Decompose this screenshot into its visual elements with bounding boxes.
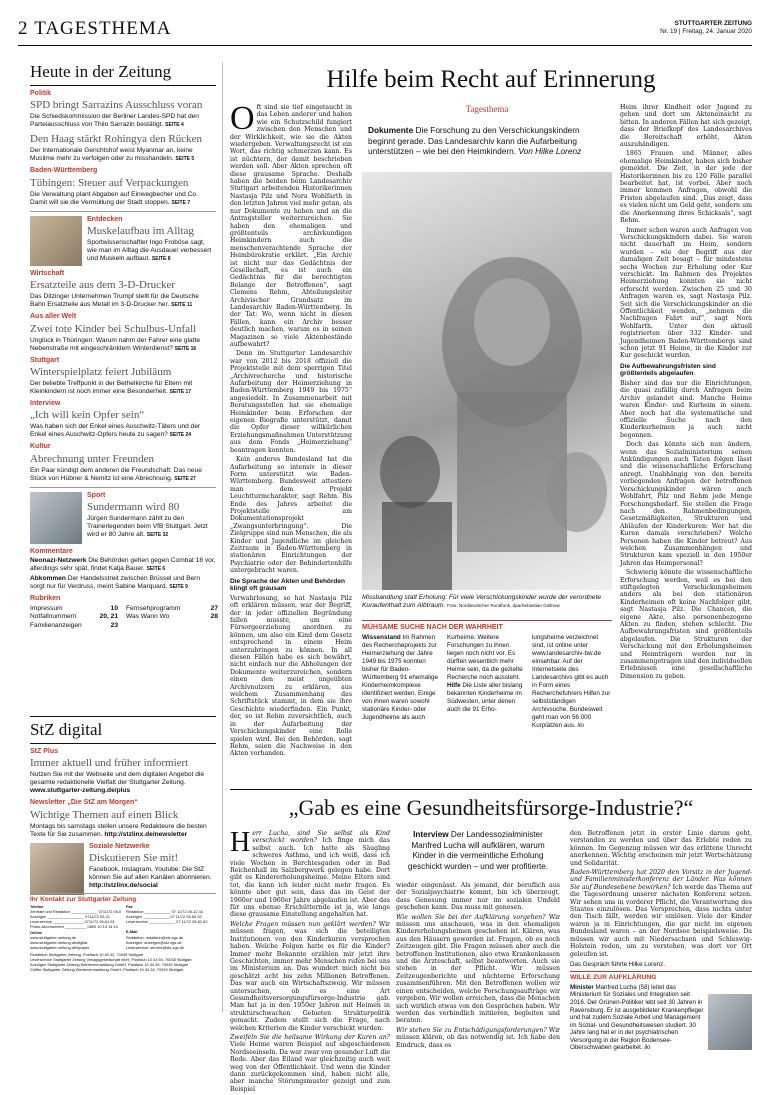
kommentar-ref: SEITE 6 [146,566,166,573]
teaser-rubric: Wirtschaft [30,269,65,277]
newsletter-text: Montags bis samstags stellen unsere Redakteure die besten Texte für Sie zusammen. [30,822,207,838]
body-text: Denn im Stuttgarter Landesarchiv war von 2012 bis 2018 offiziell die Projektstelle mit dem sperrigen Titel „Archivrecherche und historische Aufarbeitung der Heimerziehung in Baden-Württemberg 1949 bis 1975“ angesiedelt. In Zusammenarbeit mit Beratungsstellen hat sie ehemalige Heimkinder beim Erforschen der eigenen Biografie unterstützt, damit die Opfer dieser willkürlichen Erziehungsmaßnahmen Unterstützung aus dem Fonds „Heimerziehung“ beantragen konnten. [230,350,352,454]
body-text: Immer schon waren auch Anfragen von Verschickungskindern dabei. Sie waren nicht dauerhaft im Heim, sondern wurden – wie der Begriff aus der damaligen Zeit besagt – für mindestens sechs Wochen zur Erholung oder Kur verschickt. Im Rahmen des Projektes Heimerziehung konnten sie nicht erforscht werden. Zwischen 25 und 30 Anfragen waren es, sagt Nastasja Pilz. Seit sich die Verschickungskinder an die Öffentlichkeit wenden, „nehmen die Nachfragen Fahrt auf“, sagt Nora Wohlfarth. Unter den aktuell registrierten über 332 Kinder- und Jugendheimen Baden-Württembergs sind schon jetzt 91 Heime, in die Kinder zur Kur geschickt wurden. [620,226,752,360]
teaser-headline: Muskelaufbau im Alltag [87,225,194,238]
interview-col-3 [570,830,752,1052]
teaser-headline: Den Haag stärkt Rohingya den Rücken [30,133,202,146]
teaser-bw[interactable] [30,167,216,206]
rubrik-page: 10 [110,604,118,612]
main-headline: Hilfe beim Recht auf Erinnerung [326,66,656,93]
body-text: 1865 Frauen und Männer, alles ehemalige Heimkinder, haben sich bisher gemeldet. Die Zeit, in der jede der Historikerinnen bis zu 120 Fälle parallel bearbeitet hat, ist vorbei. Aber noch immer kommen Anfragen, obwohl die Fristen abgelaufen sind. „Das zeigt, dass es vielen nicht um Geld geht, sondern um die Anerkennung ihres Schicksals“, sagt Rehm. [620,150,752,225]
digital-title: StZ digital [30,716,216,744]
bio-ref: ilo [644,1044,651,1052]
body-text: ft sind sie tief eingetaucht in das Leben anderer und haben wie ein Schutzschild fungiert zwischen den Menschen und der Wirklichkeit, wie sie die Akten wiedergeben. Verwaltungsrecht ist ein Wort, das richtig schmerzen kann. Es ist nüchtern, der damit beschrieben werden soll. Aber Akten sprechen oft diese grausame Sprache. Deshalb haben die beiden beim Landesarchiv Stuttgart arbeitenden Historikerinnen Nastasja Pilz und Nora Wohlfarth in den letzten Jahren viel mehr getan, als nur Dokumente zu heben und an die Antragsteller weiterzureichen. Sie haben den ehemaligen und größtenteils archivkundigen Heimkindern auch die menschenverachtende Sprache der Heimbürokratie erklärt. „Ein Archiv ist nicht nur das Gedächtnis der Gesellschaft, es ist auch ein Gedächtnis für die berechtigten Belange der Betroffenen“, sagt Clemens Rehm, Abteilungsleiter Archivischer Grundsatz im Landesarchiv Baden-Württemberg. In der Tat: Wo, wenn nicht in diesen Fällen, kann ein Archiv besser deutlich machen, warum es in seinen Magazinen so viele Aktenbestände aufbewahrt? [230,104,352,348]
teaser-rubric: Interview [30,400,61,408]
fax-line: Anzeigen ____________ 07 11/72 05-65 32 [126,914,202,920]
tel-line: Zentrale und Redaktion ____________ 0711/72 05-0 [30,909,122,915]
rubriken-rubric: Rubriken [30,595,61,603]
contact-footer-line: Redaktion Stuttgarter Zeitung, Postfach 10 60 32, 70049 Stuttgart [30,951,144,957]
subheading: Die Aufbewahrungsfristen sind größtenteils abgelaufen [620,362,716,378]
teaser-entdecken[interactable] [30,216,216,266]
rubrik-label: Impressum [30,604,63,612]
teaser-ref: SEITE 17 [169,389,192,396]
rubrik-page: 23 [110,621,118,629]
question: Zweifeln Sie die heilsame Wirkung der Kuren an? [230,1033,390,1041]
answer: wieder eingenässt. Als jemand, der beruflich aus der Sozialpsychiatrie kommt, bin ich überzeugt, dass Genesung immer nur im sozialen Umfeld geschehen kann. Das muss mit genesen. [396,882,560,912]
teaser-sport[interactable] [30,492,216,544]
teaser-ref: SEITE 16 [174,345,197,352]
main-photo [362,172,612,590]
page-header [18,14,752,50]
teaser-kultur[interactable] [30,443,216,482]
tel-line: Leserservice ______________ 0711/72 05-61 61 [30,919,115,925]
answer: Wir müssen fragen, was sich die beteiligten Institutionen von den Kinderkuren versprochen haben. Welche Folgen hatte es für die Kinder? Immer mehr Bekannte erzählen mir jetzt ihre Geschichten, immer mehr Menschen rufen bei uns im Ministerium an. Das wundert mich nicht bei geschätzt acht bis zehn Millionen Betroffenen. Das war auch ein Wirtschaftszweig. Wir müssen untersuchen, ob es eine Art Gesundheitsversorgungsfürsorge-Industrie gab. Man hat ja in den 1950er Jahren mit Heimen in strukturschwachen Gebieten Strukturpolitik gemacht. Zudem stellt sich die Frage, nach welchen Kriterien die Kinder verschickt wurden. [230,920,390,1032]
interview-rule [230,789,752,790]
body-text: Schwierig könnte die wissenschaftliche Erforschung werden, weil es bei den stiftgelegten Verschickungsheimen anders als bei den stationären Kinderheimen oft keine Nachfolger gibt, sagt Nastasja Pilz. Die Chancen, die eigene Akte, also personenbezogene Akten zu finden, stehen schlecht. Die Aufbewahrungsfristen sind größtenteils abgelaufen. Die Strukturen der Verschickung mit den Erholungsheimen und Heimträgern werden nur in zusammengetragen und den individuellen Erlebnissen eine gesellschaftliche Dimension zu geben. [620,569,752,680]
teaser-headline: Ersatzteile aus dem 3-D-Drucker [30,279,176,292]
teaser-headline: Tübingen: Steuer auf Verpackungen [30,176,189,189]
teaser-rubric: Entdecken [87,215,123,223]
sport-photo [30,492,82,544]
fact-label: Hilfe [447,682,461,690]
teaser-headline: „Ich will kein Opfer sein“ [30,409,145,422]
teaser-text: Das Ditzinger Unternehmen Trumpf stellt für die Deutsche Bahn Ersatzteile aus Metall im 3-D-Drucker her. [30,293,199,309]
question: Welche Fragen müssen nun geklärt werden? [230,920,376,928]
intro [362,125,612,157]
fact-box [362,620,612,730]
teaser-rubric: Kultur [30,443,51,451]
intro-text: Die Forschung zu den Verschickungskindern beginnt gerade. Das Landesarchiv kann die Aufarbeitung unterstützen – wie bei den Heimkindern. [368,125,580,156]
photo-caption [362,594,612,610]
contact-footer-line: Anzeigen Stuttgarter Zeitung Werbevermarktung GmbH, Postfach 10 44 26, 70039 Stuttgart [30,962,189,968]
online-link[interactable]: www.stuttgarter-zeitung.de [30,934,77,940]
divider [30,211,216,212]
page-section [18,18,172,40]
photo-illustration [362,172,612,590]
answer: Ich finge mich das selbst auch. Ich hatte als Säugling schweres Asthma, und ich weiß, dass ich viele Wochen in Berchtesgaden oder in Bad Reichenhall im Salzbergwerk gelegen habe. Dort gibt es Kindererholungsheime. Meine Eltern sind tot, die kann ich leider nicht mehr fragen. Es könnte aber gut sein, dass das im Geist der 1960er und 1960er Jahre abgelaufen ist. Aber das für uns ebenso Erschütternde ist ja, wie lange diese grausame Einstellung angehalten hat. [230,837,391,919]
online-label: Online [30,929,43,935]
fact-text: lungsheime verzeichnet sind, ist online unter www.landesarchiv-bw.de einsehbar. Auf der Internetseite des Landesarchivs gibt es auch in Form eines Recherchefuhrers Hilfen zur selbstständigen Archivsuche. Bundesweit geht man von 56 000 Kurplätzen aus. [532,634,611,730]
teaser-rubric: Aus aller Welt [30,313,77,321]
teaser-ref: SEITE 8 [151,256,171,263]
teaser-text: Ein Paar kündigt dem anderen die Freundschaft: Das neue Stück von Hübner & Nemitz ist eine Abrechnung. [30,466,202,482]
issue-date: Nr. 19 | Freitag, 24. Januar 2020 [660,28,752,35]
teaser-text: Sportwissenschaftler Ingo Froböse sagt, wie man im Alltag die Ausdauer verbessert und Muskeln aufbaut. [87,239,212,263]
social-link[interactable]: http://stzlinx.de/social [89,882,158,890]
left-column [30,62,216,630]
entdecken-photo [30,216,82,266]
social-text: Facebook, Instagram, Youtube: Die StZ können Sie auf allen Kanälen abonnieren. [89,866,212,882]
newsletter-rubric: Newsletter „Die StZ am Morgen“ [30,799,138,807]
teaser-headline: Zwei tote Kinder bei Schulbus-Unfall [30,322,197,335]
rubrik-label: Was Wann Wo [126,613,170,621]
teaser-text: Was haben sich der Enkel eines Auschwitz-Täters und der Enkel eines Auschwitz-Opfers heute zu sagen? [30,423,201,439]
fax-line: Leserservice ____________ 07 11/72 05-61 62 [126,919,208,925]
body-text: Verwahrlosung, so hat Nastasja Pilz oft erklären müssen, war der Begriff, der in jeder offiziellen Begründung fallen musste, um eine Fürsorgeerziehung anordnen zu können, um also ein Kind dem Gesetz entsprechend in einem Heim unterzubringen zu können. In all diesen Fällen habe es sich bewährt, nicht einfach nur die Abholungen der Dokumente weiterzureichen, sondern einen den meist ungeübten Archivnutzern zu erklären, aus welchem Zusammenhang das Schriftstück stammt, in dem sie ihre Geschichte wiederfinden. Ein Punkt, der, so ist Rehm zuversichtlich, auch in der Aufarbeitung der Verschickungskinder eine Rolle spielen wird. Bei den Behörden, sagt Rehm, seien die Nachweise in den Akten vorhanden. [230,594,352,758]
teaser-ref: SEITE 24 [169,432,192,439]
main-col-4 [620,104,752,682]
teaser-rubric: Politik [30,90,52,97]
paper-name: STUTTGARTER ZEITUNG [674,20,752,27]
teaser-rubric: Baden-Württemberg [30,167,98,175]
newsletter-link[interactable]: http://stzlinx.de/newsletter [104,830,188,838]
rubrik-page: 28 [210,613,218,621]
teaser-stuttgart[interactable] [30,357,216,396]
fax-line: Redaktion ____________ 07 11/72 05-12 34 [126,909,203,915]
bio-body: Manfred Lucha (58) leitet das Ministerium für Soziales und Integration seit 2016. Der Grünen-Politiker lebt seit 30 Jahren in Ravensburg. Er ist ausgebildeter Krankenpfleger und hat zudem Soziale Arbeit und Management im Sozial- und Gesundheitswesen studiert. 30 Jahre lang hat er in der psychiatrischen Versorgung in der Region Bodensee-Oberschwaben gearbeitet. [570,983,704,1052]
plus-link[interactable]: www.stuttgarter-zeitung.de/plus [30,787,131,795]
rubrik-label: Notfallnummern [30,613,77,621]
contact-title: Ihr Kontakt zur Stuttgarter Zeitung [30,893,216,902]
answer: Viele Heime waren Beispiel auf abgeschiedenen Nordseeinseln. Da war zwar von gesunder Luft die Rede. Aber das Eiland war gleichzeitig auch weit weg von der Öffentlichkeit. Und wenn die Kinder dann zurückgekommen sind, haben nicht alle, aber manche Störungsmuster gezeigt und zum Beispiel [230,1041,390,1093]
body-text: Kein anderes Bundesland hat die Aufarbeitung so intensiv in dieser Form unterstützt wie Baden-Württemberg. Bundesweit attestiere man dem Projekt Leuchtturmcharakter, sagt Rehm. Bis Ende des Jahres arbeitet die Projektstelle am Dokumentationsprojekt „Zwangsunterbringung“. Die Zielgruppe sind nun Menschen, die als Kinder und Jugendliche im gleichen Zeitraum in Baden-Württemberg in stationären Einrichtungen der Psychiatrie oder der Behindertenhilfe untergebracht waren. [230,456,352,575]
subheading: Die Sprache der Akten und Behörden klingt oft grausam [230,577,345,593]
teaser-rubric: Sport [87,491,106,499]
question: err Lucha, sind Sie selbst als Kind verschickt worden? [252,830,390,845]
column-divider [222,62,223,1012]
body-text: Bisher sind das nur die Einrichtungen, die quasi zufällig durch Anfragen beim Archiv gelandet sind. Manche Heime waren Kinder- und Kurheim in einem. Aber noch hat die systematische und offizielle Suche nach den Kinderkurheimen ja auch nicht begonnen. [620,380,752,439]
fact-text: Kurheime. Weitere Forschungen zu ihnen liegen noch nicht vor. Es dürften wesentlich mehr Heime sein, da die gezielte Recherche noch aussteht. [447,634,523,682]
teaser-ref: SEITE 32 [146,532,169,539]
kommentar-ref: SEITE 9 [169,584,188,591]
teaser-text: Jürgen Sundermann zählt zu den Trainerlegenden beim VfB Stuttgart. Jetzt wird er 80 Jahre alt. [87,515,208,539]
dropcap: O [230,100,255,137]
social-headline: Diskutieren Sie mit! [89,852,179,865]
contact-footer-line: Leserservice Stuttgarter Zeitung Verlagsgesellschaft mbH, Postfach 10 43 54, 70038 Stuttgart [30,957,192,963]
teaser-text: Die Schiedskommission der Berliner Landes-SPD hat den Parteiausschluss von Thilo Sarrazin bestätigt. [30,113,199,129]
teaser-ref: SEITE 11 [171,302,193,309]
question: Baden-Württemberg hat 2020 den Vorsitz in der Jugend- und Familienministerkonferenz der Länder. Was können Sie auf Bundesebene bewirken? [570,869,752,891]
tel-line: Anzeigen _________________ 0711/72 05-21 [30,914,110,920]
mail-line[interactable]: Anzeigen: anzeigen@stz.zgs.de [126,939,182,945]
kommentar-topic: Abkommen [30,575,66,583]
plus-headline: Immer aktuell und früher informiert [30,757,189,770]
teaser-welt[interactable] [30,313,216,352]
answer: Ich werde das Thema auf die Tagesordnung unserer nächsten Konferenz setzen. Wir sehen uns in vorderer Pflicht, die Verantwortung des Staates einzulösen. Das Versprechen, dass nichts unter den Tisch fällt, werden wir einlösen. Viele der Kinder waren ja in Einrichtungen, die gar nicht im eigenen Bundesland waren – an der Nordsee beispielsweise. Da müssen wir auch mit Niedersachsen und Schleswig-Holstein reden, um zu verstehen, was dort vor Ort geleufen ist. [570,883,753,958]
fact-ref: ilo [577,722,584,730]
fact-label: Wissenstand [362,634,401,642]
teaser-text: Der beliebte Treffpunkt in der Bethelkirche für Eltern mit Kleinkindern ist noch immer eine Besonderheit. [30,380,193,396]
bio-title: WILLE ZUR AUFKLÄRUNG [570,971,752,981]
teaser-ref: SEITE 4 [165,122,184,129]
teaser-headline: Winterspielplatz feiert Jubiläum [30,366,172,379]
plus-rubric: StZ Plus [30,748,59,755]
kommentar-text: Der Handelsstreit zwischen Brüssel und Bern sorgt nur für Verdruss, meint Sabine Marquard. [30,575,201,591]
rubrik-page: 27 [210,604,218,612]
photo-credit: Foto: Norddeutscher Rundfunk, dpa/Sebastian Gollnow [447,603,560,608]
teaser-ref: SEITE 7 [171,199,191,206]
teaser-interview[interactable] [30,400,216,439]
teaser-headline: Sundermann wird 80 [87,501,180,514]
teaser-ref: SEITE 5 [175,156,195,163]
social-photo [30,843,84,895]
kommentar-topic: Neonazi-Netzwerk [30,557,87,565]
newsletter-headline: Wichtige Themen auf einen Blick [30,808,179,821]
kommentare-rubric: Kommentare [30,547,73,555]
main-col-1 [230,100,352,760]
dropcap: H [230,827,251,858]
interview-sign: Das Gespräch führte Hilke Lorenz. [570,960,665,968]
interview-col-2 [396,830,560,1051]
section-name: TAGESTHEMA [34,18,172,39]
divider [30,487,216,488]
teaser-politik[interactable] [30,90,216,129]
author: Von Hilke Lorenz [516,146,582,156]
tel-line: Probe-Abonnement __________ 0800 10 14 14 14 [30,924,118,930]
teaser-text: Der Internationale Gerichtshof weist Myanmar an, keine Muslime mehr zu verfolgen oder zu misshandeln. [30,147,193,163]
kommentare [30,548,216,591]
tel-label: Telefon [30,904,44,910]
fact-box-title: MÜHSAME SUCHE NACH DER WAHRHEIT [362,620,612,631]
teaser-rubric: Stuttgart [30,356,60,364]
teaser-wirtschaft[interactable] [30,270,216,309]
online-link[interactable]: www.stuttgarter-zeitung.de/epaper [30,944,90,950]
social-rubric: Soziale Netzwerke [89,842,150,850]
contact-footer-line: Chiffre Stuttgarter Zeitung Werbevermarktung GmbH, Postfach 10 44 26, 70039 Stuttgart [30,967,184,973]
caption-text: Missbandlung statt Erholung: Für viele Verschickungskinder wurde der verordnete Kuraufenthalt zum Albtraum. [362,594,602,609]
body-text: Doch das könnte sich nun ändern, wenn das Sozialministerium seinen Ankündigungen auch Taten folgen lässt und die wissenschaftliche Erforschung anregt. Unabhängig von den bereits vorliegenden Anfragen der betroffenen Verschickungskinder wären auch Wohlfahrt, Pilz und Rehm jede Menge Forschungsbedarf. Sie stellen die Frage nach den Rahmenbedingungen, Gesetzmäßigkeiten, Strukturen und Abläufen der Kinderkuren: Wer hat die Kuren damals verschrieben? Welche Personen haben die Kinder betreut? Aus welchen Zusammenhängen und Strukturen kam speziell in den 1950er Jahren das Heimpersonal? [620,441,752,567]
mail-label: E-Mail [126,929,138,935]
rubrik-page: 20, 21 [99,613,118,621]
teaser-text: Die Verwaltung plant Abgaben auf Einwegbecher und Co. Damit will sie die Vermüllung der Stadt stoppen. [30,190,198,206]
page-number: 2 [18,18,29,39]
bio-label: Minister [570,983,594,991]
interview-intro [396,830,560,872]
masthead [660,20,752,36]
interview-col-1 [230,827,391,1095]
teaser-denhaag[interactable] [30,133,216,163]
interview-headline: „Gab es eine Gesundheitsfürsorge-Industrie?“ [288,795,694,820]
header-rule [18,45,752,46]
kicker: Tagesthema [465,104,509,114]
teaser-ref: SEITE 27 [174,475,196,482]
body-text: Heim ihrer Kindheit oder Jugend zu gehen und dort um Akteneinsicht zu bitten. In anderen Fällen hat sich gezeigt, dass der Briefkopf des Landesarchives die Bereitschaft erhöht, Akten auszuhändigen. [620,104,752,149]
interview-label: Interview [413,830,449,839]
intro-label: Dokumente [368,125,414,135]
mail-line[interactable]: Redaktion: redaktion@stz.zgs.de [126,934,184,940]
main-center [362,104,612,730]
rubriken [30,595,216,630]
today-title: Heute in der Zeitung [30,62,216,86]
fact-text: Im Rahmen des Rechercheprojekts zur Heimerziehung der Jahre 1949 bis 1975 konnten bisher für Baden-Württemberg 91 ehemalige Kinderheimkomplexe identifiziert werden. Einige von ihnen waren sowohl stationäre Kinder- oder Jugendheime als auch [362,634,438,722]
contact-box [30,893,216,972]
mail-line[interactable]: Leserservice: service@stz.zgs.de [126,944,185,950]
question: Wir stehen Sie zu Entschädigungsforderungen? [396,1026,547,1034]
stz-digital [30,716,216,895]
teaser-headline: SPD bringt Sarrazins Ausschluss voran [30,99,203,112]
online-link[interactable]: www.stuttgarter-zeitung.de/digital [30,939,88,945]
interview-intro-text: Der Landessozialminister Manfred Lucha will aufklären, warum Kinder in die vermeintliche Erholung geschickt wurden – und wer profitierte. [407,830,549,871]
answer: den Betroffenen jetzt in erster Linie darum geht, verstanden zu werden und über das Erlebte reden zu können. Im Gegenzug müssen wir das erlittene Unrecht anerkennen. Wichtig erscheinen mir jetzt Wertschätzung und Solidarität. [570,830,752,867]
teaser-headline: Abrechnung unter Freunden [30,452,155,465]
teaser-text: Unglück in Thüringen: Warum nahm der Fahrer eine glatte Nebenstraße mit eingeschränktem Winterdienst? [30,336,201,352]
minister-photo [708,994,752,1050]
kommentar-text: Die Behörden gehen gegen Combat 18 vor, allerdings sehr spät, findet Katja Bauer. [30,557,216,573]
fax-label: Fax [126,904,133,910]
rubrik-label: Familienanzeigen [30,621,82,629]
answer: Wir müssen uns anschauen, was in den ehemaligen Kindererholungsheimen geschehen ist. Klären, was aus den Häusern geworden ist. Fragen, ob es noch Zeitzeugen gibt. Die Fragen müssen aber auch die betroffenen Institutionen, also etwa Krankenkassen und die Ärzteschaft, selbst beantworten. Auch sie stehen in der Pflicht. Wir müssen Zeitzeugenberichte und nüchterne Erforschung zusammenführen. Mit den Betroffenen wollen wir einen entscheiden, welche Forschungsaufträge wir vergeben. Wir wollen erreichen, dass die Menschen sich wirklich etwas von den Gesprächen haben. Wir werden das verbindlich initiieren, begleiten und beraten. [396,913,561,1025]
fact-text: Die Liste aller bislang bekannten Kinderheime im Südwesten, unter denen auch die 91 Erho- [447,682,523,714]
rubrik-label: Fernsehprogramm [126,604,181,612]
answer: Wir müssen klären, ob das notwendig ist. Ich habe den Eindruck, dass es [396,1026,560,1049]
plus-text: Nutzen Sie mit der Webseite und dem digitalen Angebot die gesamte redaktionelle Vielfalt der Stuttgarter Zeitung. [30,771,204,787]
question: Wie wollen Sie bei der Aufklärung vorgehen? [396,913,546,921]
